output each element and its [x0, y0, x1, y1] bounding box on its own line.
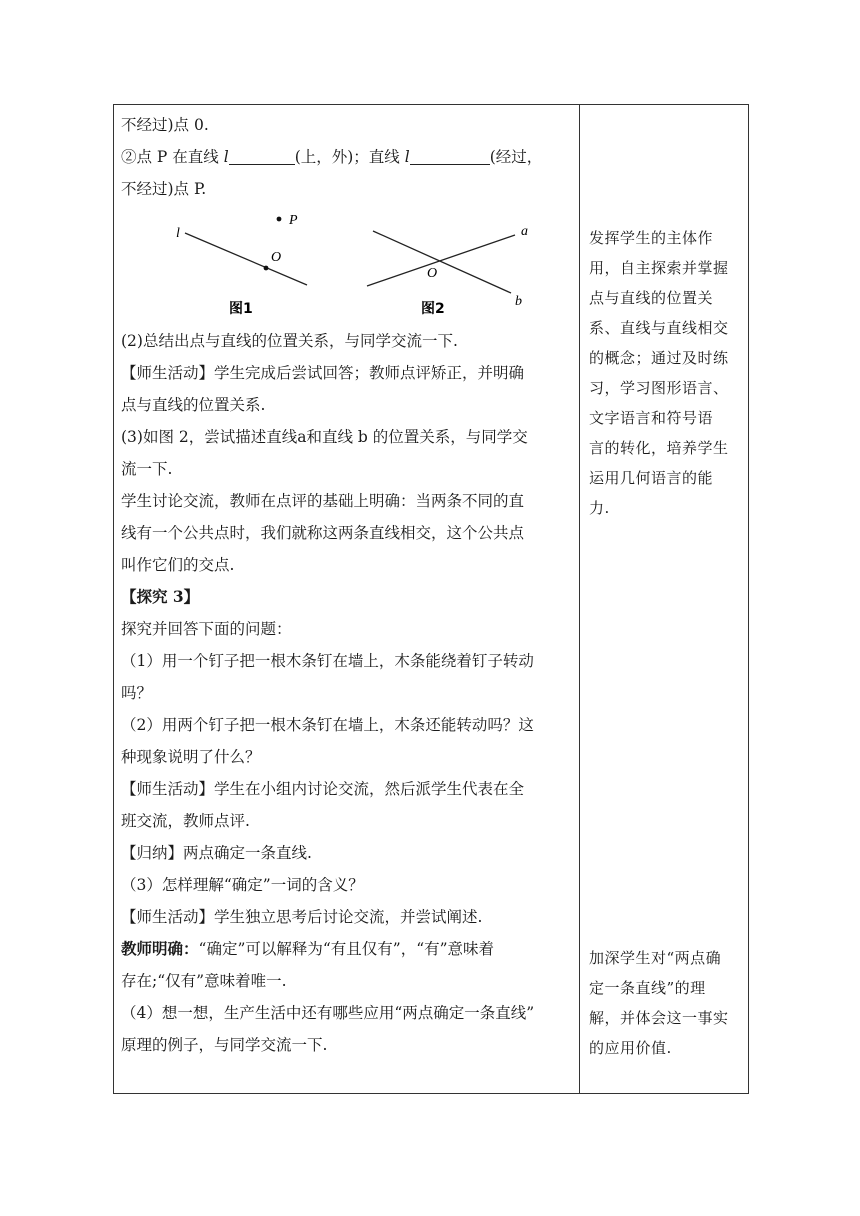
text-line: 学生讨论交流，教师在点评的基础上明确：当两条不同的直 — [121, 492, 525, 510]
text-line: 班交流，教师点评. — [121, 812, 250, 830]
intent-line: 定一条直线”的理 — [589, 979, 706, 997]
text-line: 【师生活动】学生完成后尝试回答；教师点评矫正，并明确 — [121, 364, 525, 382]
intent-line: 力. — [589, 499, 610, 517]
intent-line: 的应用价值. — [589, 1039, 672, 1057]
intent-line: 言的转化，培养学生 — [589, 439, 729, 457]
intent-line: 文字语言和符号语 — [589, 409, 714, 427]
intent-line: 加深学生对“两点确 — [589, 949, 722, 967]
line-b — [373, 231, 511, 293]
figures-svg — [121, 205, 573, 325]
intent-line: 系、直线与直线相交 — [589, 319, 729, 337]
text-line: 点与直线的位置关系. — [121, 396, 266, 414]
text-line: 【师生活动】学生在小组内讨论交流，然后派学生代表在全 — [121, 780, 525, 798]
line-l-symbol: l — [223, 148, 229, 166]
intent-line: 点与直线的位置关 — [589, 289, 714, 307]
teaching-content-column — [121, 109, 573, 1061]
section-heading: 【探究 3】 — [121, 587, 200, 606]
label-O: O — [427, 266, 438, 281]
intent-line: 发挥学生的主体作 — [589, 229, 714, 247]
text-line: 探究并回答下面的问题： — [121, 620, 292, 638]
line-l — [185, 233, 307, 285]
text-line: 流一下. — [121, 460, 173, 478]
text-line: ②点 P 在直线 l (上，外)；直线 l (经过， — [121, 148, 543, 166]
text-line: 原理的例子，与同学交流一下. — [121, 1036, 328, 1054]
point-P — [277, 217, 282, 222]
intent-line: 运用几何语言的能 — [589, 469, 714, 487]
intent-line: 的概念；通过及时练 — [589, 349, 729, 367]
label-O: O — [271, 250, 282, 265]
column-divider — [579, 105, 580, 1093]
text-line: （3）怎样理解“确定”一词的含义？ — [121, 876, 364, 894]
intent-line: 用，自主探索并掌握 — [589, 259, 729, 277]
text-line: （1）用一个钉子把一根木条钉在墙上，木条能绕着钉子转动 — [121, 652, 534, 670]
text-line: 叫作它们的交点. — [121, 556, 235, 574]
text-line: (2)总结出点与直线的位置关系，与同学交流一下. — [121, 332, 458, 350]
label-P: P — [289, 213, 298, 228]
emphasis-label: 教师明确： — [121, 939, 199, 958]
fill-blank — [410, 146, 490, 165]
point-O — [264, 266, 269, 271]
line-l-symbol: l — [404, 148, 410, 166]
design-intent-block-1 — [589, 223, 741, 523]
text-line: 存在;“仅有”意味着唯一. — [121, 972, 287, 990]
text-line: 吗？ — [121, 684, 153, 702]
fill-blank — [229, 146, 295, 165]
text-line: 【归纳】两点确定一条直线. — [121, 844, 312, 862]
design-intent-block-2 — [589, 943, 741, 1063]
text-line: (3)如图 2，尝试描述直线a和直线 b 的位置关系，与同学交 — [121, 428, 528, 446]
intent-line: 解，并体会这一事实 — [589, 1009, 729, 1027]
text-line: 教师明确：“确定”可以解释为“有且仅有”，“有”意味着 — [121, 939, 495, 958]
text-line: 不经过)点 P. — [121, 180, 207, 198]
text-line: 种现象说明了什么？ — [121, 748, 261, 766]
lesson-table — [113, 104, 749, 1094]
text-line: 【师生活动】学生独立思考后讨论交流，并尝试阐述. — [121, 908, 483, 926]
text-line: （2）用两个钉子把一根木条钉在墙上，木条还能转动吗？这 — [121, 716, 534, 734]
fig2-caption: 图2 — [421, 301, 445, 317]
intent-line: 习，学习图形语言、 — [589, 379, 729, 397]
label-a: a — [521, 224, 528, 239]
geometry-figures — [121, 205, 573, 325]
line-a — [367, 235, 515, 286]
text-line: 线有一个公共点时，我们就称这两条直线相交，这个公共点 — [121, 524, 525, 542]
label-l: l — [176, 226, 180, 241]
text-line: （4）想一想，生产生活中还有哪些应用“两点确定一条直线” — [121, 1004, 535, 1022]
text-line: 不经过)点 0. — [121, 116, 209, 134]
label-b: b — [515, 294, 522, 309]
fig1-caption: 图1 — [229, 301, 253, 317]
